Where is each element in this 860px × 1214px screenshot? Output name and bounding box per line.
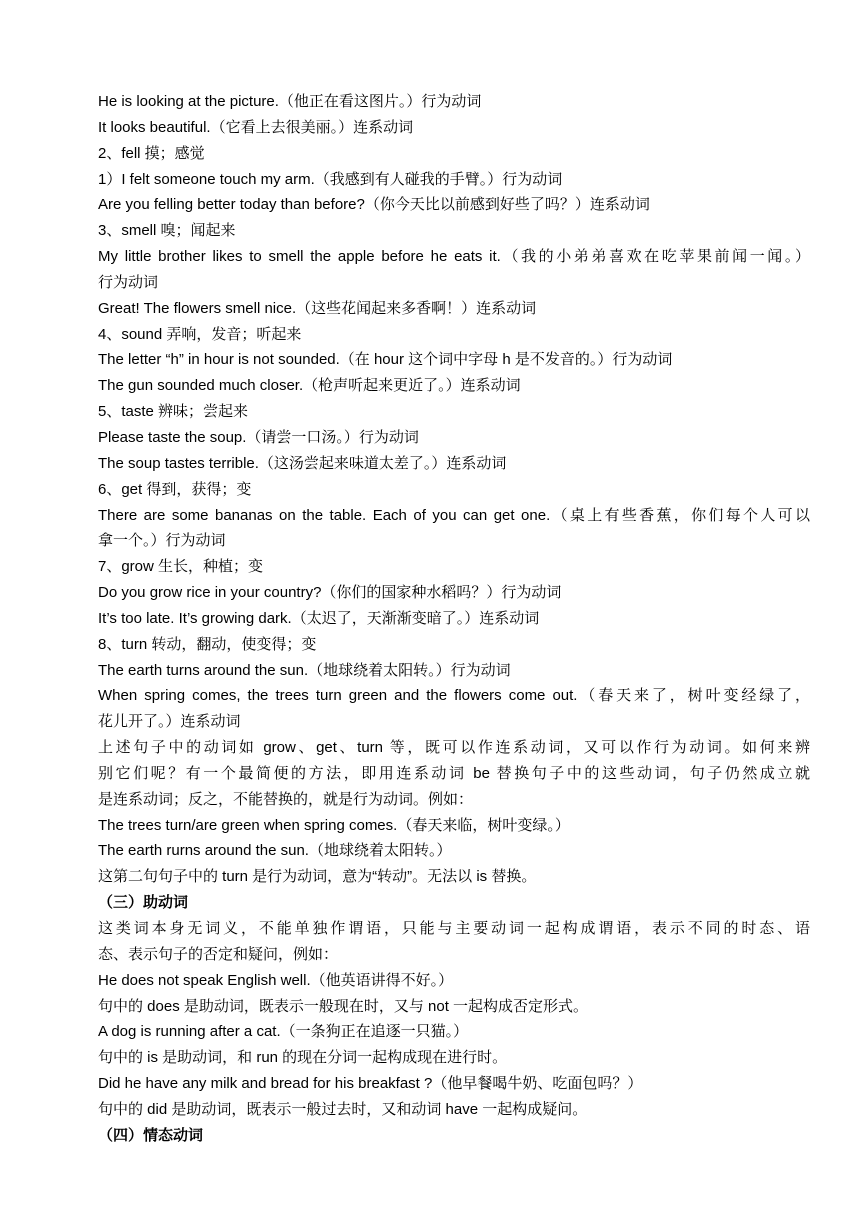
text-line: The gun sounded much closer.（枪声听起来更近了。）连系动词 — [98, 377, 521, 395]
text-line: 1）I felt someone touch my arm.（我感到有人碰我的手臂。）行为动词 — [98, 170, 563, 188]
paragraph-line: 句中的 is 是助动词，和 run 的现在分词一起构成现在进行时。 — [98, 1049, 508, 1067]
section-item-heading: 5、taste 辨味；尝起来 — [98, 403, 249, 421]
text-line: The earth turns around the sun.（地球绕着太阳转。）行为动词 — [98, 661, 511, 679]
text-line: 行为动词 — [98, 273, 159, 291]
document-body — [98, 89, 810, 1149]
text-line: There are some bananas on the table. Each of you can get one.（桌上有些香蕉，你们每个人可以 — [98, 506, 810, 524]
text-line: The letter “h” in hour is not sounded.（在 hour 这个词中字母 h 是不发音的。）行为动词 — [98, 351, 673, 369]
section-heading: （四）情态动词 — [98, 1125, 204, 1144]
paragraph-line: 态、表示句子的否定和疑问，例如： — [98, 945, 339, 963]
text-line: When spring comes, the trees turn green and the flowers come out.（春天来了，树叶变经绿了， — [98, 687, 810, 705]
text-line: It’s too late. It’s growing dark.（太迟了，天渐渐变暗了。）连系动词 — [98, 609, 540, 627]
paragraph-line: 句中的 does 是助动词，既表示一般现在时，又与 not 一起构成否定形式。 — [98, 997, 589, 1015]
text-line: Did he have any milk and bread for his breakfast ?（他早餐喝牛奶、吃面包吗？） — [98, 1075, 643, 1093]
text-line: He is looking at the picture.（他正在看这图片。）行为动词 — [98, 93, 482, 110]
paragraph-line: 句中的 did 是助动词，既表示一般过去时，又和动词 have 一起构成疑问。 — [98, 1100, 588, 1118]
text-line: Are you felling better today than before?（你今天比以前感到好些了吗？）连系动词 — [98, 196, 650, 214]
text-line: He does not speak English well.（他英语讲得不好。） — [98, 971, 454, 989]
paragraph-line: 是连系动词；反之，不能替换的，就是行为动词。例如： — [98, 790, 474, 808]
text-line: It looks beautiful.（它看上去很美丽。）连系动词 — [98, 118, 414, 136]
text-line: The earth rurns around the sun.（地球绕着太阳转。） — [98, 842, 452, 860]
section-item-heading: 8、turn 转动，翻动，使变得；变 — [98, 635, 317, 653]
text-line: The soup tastes terrible.（这汤尝起来味道太差了。）连系动词 — [98, 454, 507, 472]
paragraph-line: 别它们呢？有一个最简便的方法，即用连系动词 be 替换句子中的这些动词，句子仍然成立就 — [98, 764, 810, 782]
section-item-heading: 7、grow 生长，种植；变 — [98, 558, 264, 576]
section-heading: （三）助动词 — [98, 893, 189, 912]
text-line: 花儿开了。）连系动词 — [98, 713, 241, 731]
text-line: A dog is running after a cat.（一条狗正在追逐一只猫。） — [98, 1023, 469, 1041]
text-line: 拿一个。）行为动词 — [98, 532, 226, 550]
section-item-heading: 4、sound 弄响，发音；听起来 — [98, 325, 302, 343]
paragraph-line: 这类词本身无词义，不能单独作谓语，只能与主要动词一起构成谓语，表示不同的时态、语 — [98, 920, 810, 937]
text-line: Please taste the soup.（请尝一口汤。）行为动词 — [98, 428, 419, 446]
paragraph-line: 上述句子中的动词如 grow、get、turn 等，既可以作连系动词，又可以作行为动词。如何来辨 — [98, 739, 810, 757]
text-line: My little brother likes to smell the apple before he eats it.（我的小弟弟喜欢在吃苹果前闻一闻。） — [98, 248, 810, 266]
text-line: Great! The flowers smell nice.（这些花闻起来多香啊！）连系动词 — [98, 299, 537, 317]
paragraph-line: 这第二句句子中的 turn 是行为动词，意为“转动”。无法以 is 替换。 — [98, 868, 537, 886]
section-item-heading: 2、fell 摸；感觉 — [98, 144, 205, 162]
section-item-heading: 6、get 得到，获得；变 — [98, 480, 252, 498]
text-line: The trees turn/are green when spring comes.（春天来临，树叶变绿。） — [98, 816, 570, 834]
section-item-heading: 3、smell 嗅；闻起来 — [98, 222, 236, 240]
text-line: Do you grow rice in your country?（你们的国家种水稻吗？）行为动词 — [98, 584, 562, 602]
